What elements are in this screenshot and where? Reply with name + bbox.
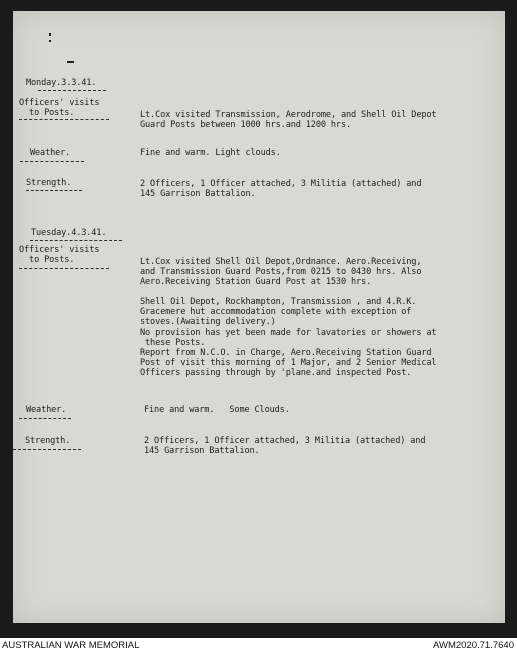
entry-date: Monday.3.3.41. (26, 78, 97, 88)
officers-visits-text: Lt.Cox visited Transmission, Aerodrome, and Shell Oil Depot Guard Posts between 1000 hrs.and 1200 hrs. (140, 110, 437, 131)
strength-text: 2 Officers, 1 Officer attached, 3 Militia (attached) and 145 Garrison Battalion. (140, 179, 422, 200)
label-underline (20, 161, 84, 162)
label-underline (26, 190, 82, 191)
label-underline (19, 119, 109, 120)
officers-visits-label: Officers' visits to Posts. (19, 245, 100, 266)
strength-text: 2 Officers, 1 Officer attached, 3 Militia (attached) and 145 Garrison Battalion. (144, 436, 426, 457)
weather-label: Weather. (30, 148, 71, 158)
weather-text: Fine and warm. Light clouds. (140, 148, 281, 158)
label-underline (13, 449, 81, 450)
weather-label: Weather. (26, 405, 67, 415)
officers-visits-label: Officers' visits to Posts. (19, 98, 100, 119)
ink-mark (49, 40, 51, 42)
footer-bar (0, 638, 517, 653)
ink-mark (49, 33, 51, 36)
strength-label: Strength. (26, 178, 72, 188)
entry-date: Tuesday.4.3.41. (31, 228, 107, 238)
label-underline (19, 268, 109, 269)
label-underline (19, 418, 71, 419)
officers-visits-text: Lt.Cox visited Shell Oil Depot,Ordnance. Aero.Receiving, and Transmission Guard Posts,from 0215 to 0430 hrs. Also Aero.Receiving Station Guard Post at 1530 hrs. (140, 257, 422, 288)
date-underline (30, 240, 122, 241)
reference-number: AWM2020.71.7640 (433, 640, 514, 651)
strength-label: Strength. (25, 436, 71, 446)
date-underline (38, 90, 106, 91)
post-notes-text: Shell Oil Depot, Rockhampton, Transmission , and 4.R.K. Gracemere hut accommodation complete with exception of stoves.(Awaiting delivery.) No provision has yet been made for lavatories or showers at these Posts. Report from N.C.O. in Charge, Aero.Receiving Station Guard Post of visit this morning of 1 Major, and 2 Senior Medical Officers passing through by 'plane.and inspected Post. (140, 297, 437, 379)
ink-mark (67, 61, 74, 63)
institution-name: AUSTRALIAN WAR MEMORIAL (2, 640, 140, 651)
weather-text: Fine and warm. Some Clouds. (144, 405, 290, 415)
